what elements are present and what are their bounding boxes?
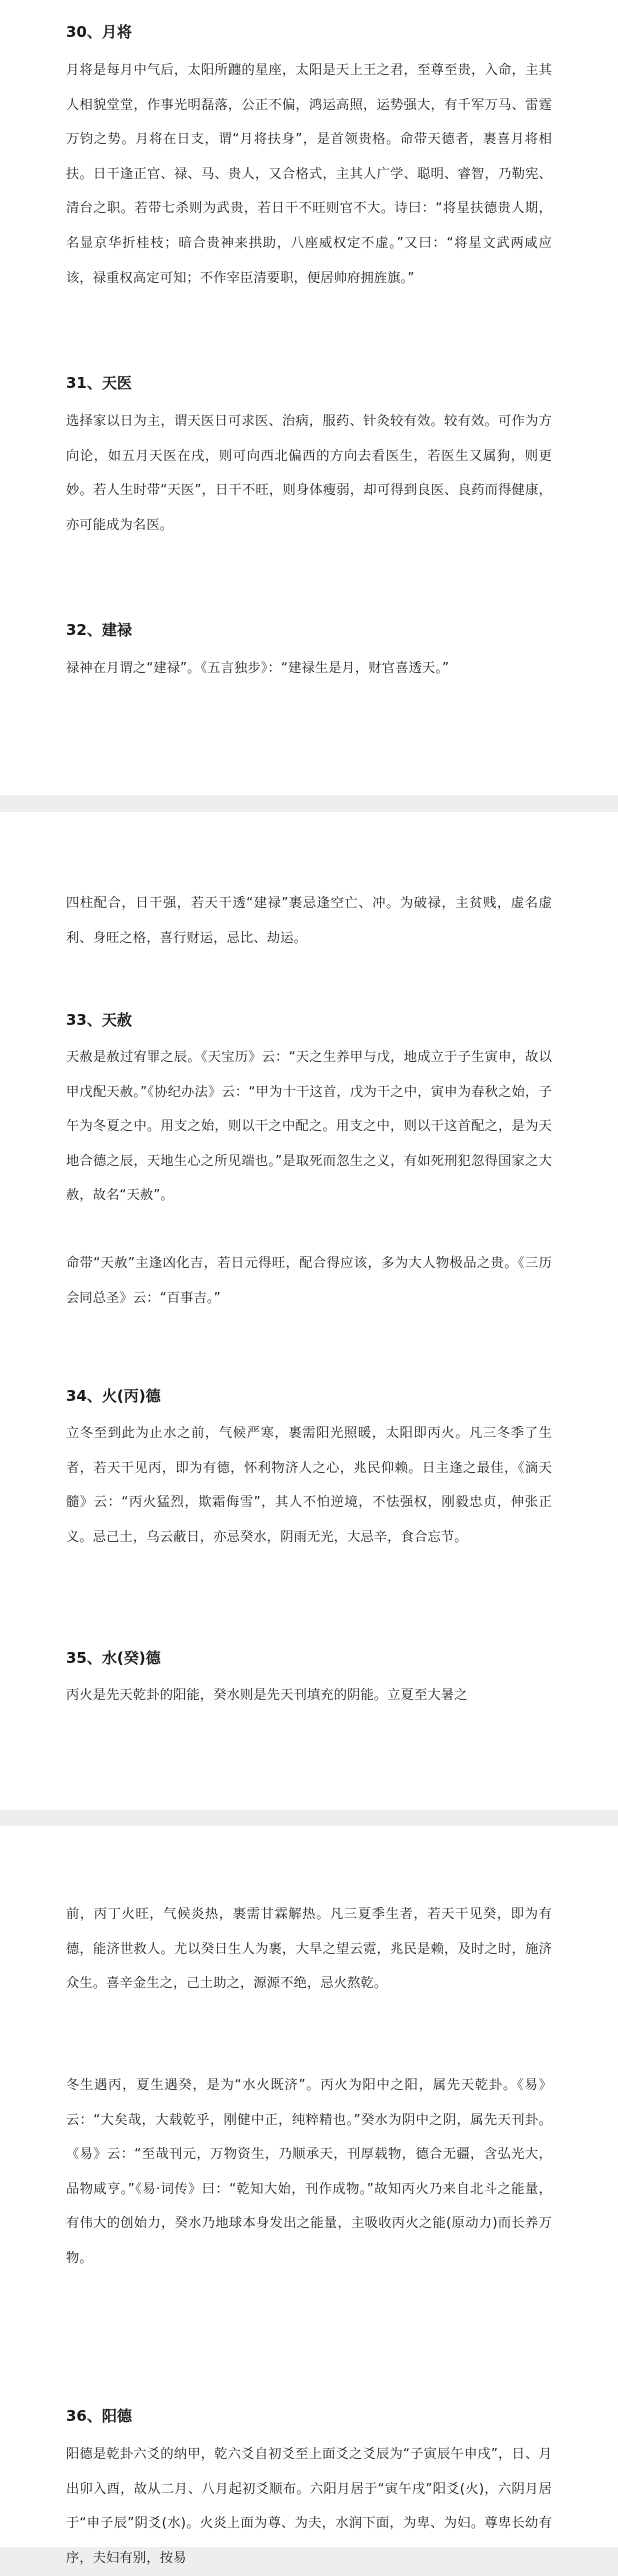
paragraph-31: 选择家以日为主，谓天医日可求医、治病，服药、针灸较有效。较有效。可作为方向论，如五月天医在戌，则可向西北偏西的方向去看医生，若医生又属狗，则更妙。若人生时带“天医”，日干不旺，则身体瘦弱，却可得到良医、良药而得健康，亦可能成为名医。	[66, 414, 552, 533]
paragraph-32b: 四柱配合，日干强，若天干透“建禄”裹忌逢空亡、冲。为破禄，主贫贱，虚名虚利、身旺之格，喜行财运，忌比、劫运。	[66, 896, 552, 946]
document-page-3	[0, 1826, 618, 2566]
section-heading-32: 32、建禄	[66, 621, 132, 639]
section-heading-30: 30、月将	[66, 23, 132, 41]
paragraph-35a: 丙火是先天乾卦的阳能，癸水则是先天刊填充的阴能。立夏至大暑之	[66, 1688, 468, 1703]
paragraph-33b: 命带“天赦”主逢凶化吉，若日元得旺，配合得应该，多为大人物极品之贵。《三历会同总圣》云：“百事吉。”	[66, 1256, 552, 1306]
section-heading-33: 33、天赦	[66, 1011, 132, 1029]
paragraph-35b: 前，丙丁火旺，气候炎热，裹需甘霖解热。凡三夏季生者，若天干见癸，即为有德，能济世救人。尤以癸日生人为裹，大旱之望云霓，兆民是赖，及时之时，施济众生。喜辛金生之，己土助之，源源不绝，忌火熬乾。	[66, 1907, 552, 1992]
document-page-1	[0, 0, 618, 795]
paragraph-34: 立冬至到此为止水之前，气候严寒，裹需阳光照暖，太阳即丙火。凡三冬季了生者，若天干见丙，即为有德，怀利物济人之心，兆民仰赖。日主逢之最佳，《滴天髓》云：“丙火猛烈，欺霜侮雪”，其人不怕逆境，不怯强权，刚毅忠贞，伸张正义。忌己土，乌云蔽日，亦忌癸水，阴雨无光，大忌辛，食合忘节。	[66, 1426, 552, 1545]
section-heading-35: 35、水(癸)德	[66, 1649, 161, 1667]
section-heading-31: 31、天医	[66, 374, 132, 392]
paragraph-36: 阳德是乾卦六爻的纳甲，乾六爻自初爻至上面爻之爻辰为“子寅辰午申戌”，日、月出卯入酉，故从二月、八月起初爻顺布。六阳月居于“寅午戌”阳爻(火)，六阴月居于“申子辰”阴爻(水)。火炎上面为尊、为夫，水润下面，为卑、为妇。尊卑长幼有序，夫妇有别，按易	[66, 2447, 552, 2566]
paragraph-35c: 冬生遇丙，夏生遇癸，是为“水火既济”。丙火为阳中之阳，属先天乾卦。《易》云：“大矣哉，大载乾乎，刚健中正，纯粹精也。”癸水为阴中之阴，属先天刊卦。《易》云：“至哉刊元，万物资生，乃顺承天，刊厚载物，德合无疆，含弘光大，品物咸亨。”《易·词传》曰：“乾知大始，刊作成物。”故知丙火乃来自北斗之能量，有伟大的创始力，癸水乃地球本身发出之能量，主吸收丙火之能(原动力)而长养万物。	[66, 2078, 552, 2266]
document-page-2	[0, 812, 618, 1810]
page-separator	[0, 795, 618, 812]
section-heading-36: 36、阳德	[66, 2407, 132, 2425]
paragraph-33a: 天赦是赦过宥罪之辰。《天宝历》云：“天之生养甲与戊，地成立于子生寅申，故以甲戊配天赦。”《协纪办法》云：“甲为十干这首，戊为干之中，寅申为春秋之始，子午为冬夏之中。用支之始，则以干之中配之。用支之中，则以干这首配之，是为天地合德之辰，天地生心之所见端也。”是取死而忽生之义，有如死刑犯忽得国家之大赦，故名“天赦”。	[66, 1050, 552, 1204]
page-separator	[0, 1810, 618, 1826]
section-heading-34: 34、火(丙)德	[66, 1387, 161, 1405]
paragraph-30: 月将是每月中气后，太阳所躔的星座，太阳是天上王之君，至尊至贵，入命，主其人相貌堂堂，作事光明磊落，公正不偏，鸿运高照，运势强大，有千军万马、雷霆万钧之势。月将在日支，谓“月将扶身”，是首领贵格。命带天德者，裹喜月将相扶。日干逢正官、禄、马、贵人，又合格式，主其人广学、聪明、睿智，乃勒宪、清台之职。若带七杀则为武贵，若日干不旺则官不大。诗曰：“将星扶德贵人期，名显京华折桂枝；暗合贵神来拱助，八座威权定不虚。”又曰：“将星文武两咸应该，禄重权高定可知；不作宰臣清要职，便居帅府拥旌旗。”	[66, 63, 552, 286]
paragraph-32a: 禄神在月谓之“建禄”。《五言独步》：“建禄生是月，财官喜透天。”	[66, 661, 450, 676]
